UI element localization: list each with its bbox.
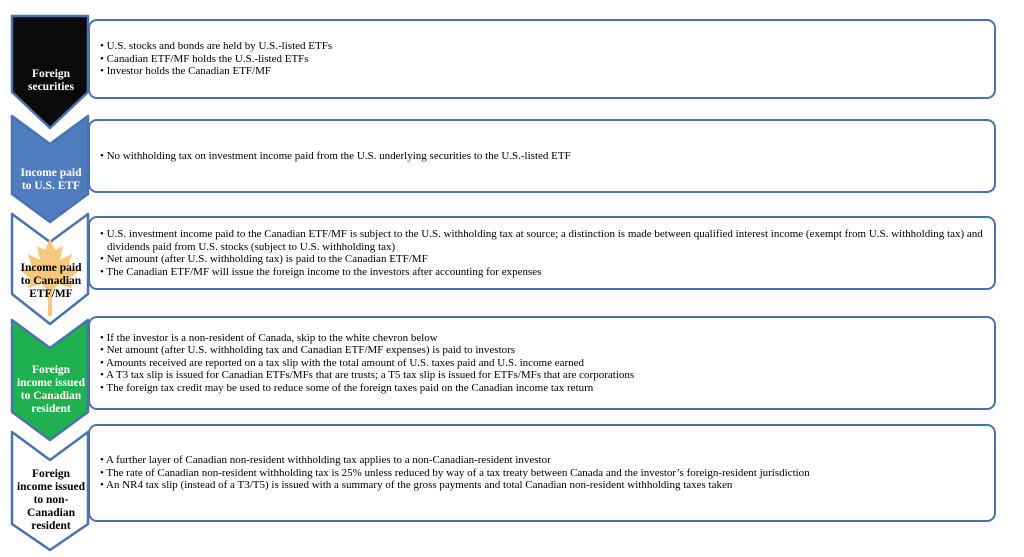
bullet-item: • If the investor is a non-resident of Canada, skip to the white chevron below [100, 332, 634, 345]
bullet-list [100, 454, 810, 492]
chevron [8, 318, 92, 444]
bullet-item: • Canadian ETF/MF holds the U.S.-listed ETFs [100, 53, 332, 66]
bullet-item: • The foreign tax credit may be used to reduce some of the foreign taxes paid on the Canadian income tax return [100, 382, 634, 395]
bullet-list [100, 228, 984, 278]
detail-box [88, 316, 996, 410]
bullet-item: • Amounts received are reported on a tax slip with the total amount of U.S. taxes paid and U.S. income earned [100, 357, 634, 370]
bullet-item: • Investor holds the Canadian ETF/MF [100, 65, 332, 78]
bullet-list [100, 40, 332, 78]
bullet-item: • Net amount (after U.S. withholding tax and Canadian ETF/MF expenses) is paid to investors [100, 344, 634, 357]
bullet-item: • An NR4 tax slip (instead of a T3/T5) is issued with a summary of the gross payments and total Canadian non-resident withholding taxes taken [100, 479, 810, 492]
detail-box [88, 216, 996, 290]
chevron-label: Income paid to Canadian ETF/MF [20, 261, 82, 300]
bullet-item: • The rate of Canadian non-resident withholding tax is 25% unless reduced by way of a tax treaty between Canada and the investor’s foreign-resident jurisdiction [100, 467, 810, 480]
flow-step-income-paid-to-us-etf [0, 114, 1024, 226]
chevron-label: Income paid to U.S. ETF [20, 167, 82, 192]
chevron [8, 114, 92, 226]
flow-step-income-paid-to-canadian-etf-mf [0, 212, 1024, 328]
bullet-item: • A further layer of Canadian non-resident withholding tax applies to a non-Canadian-resident investor [100, 454, 810, 467]
bullet-item: • A T3 tax slip is issued for Canadian ETFs/MFs that are trusts; a T5 tax slip is issued for ETFs/MFs that are corporations [100, 369, 634, 382]
bullet-item: • No withholding tax on investment income paid from the U.S. underlying securities to the U.S.-listed ETF [100, 150, 571, 163]
bullet-item: • U.S. investment income paid to the Canadian ETF/MF is subject to the U.S. withholding tax at source; a distinction is made between qualified interest income (exempt from U.S. withholding tax) and dividends paid from U.S. stocks (subject to U.S. withholding tax) [100, 228, 984, 253]
chevron-label: Foreign income issued to non-Canadian resident [16, 467, 86, 532]
bullet-list [100, 150, 571, 163]
flow-step-foreign-income-non-canadian-resident [0, 430, 1024, 554]
bullet-item: • U.S. stocks and bonds are held by U.S.-listed ETFs [100, 40, 332, 53]
detail-box [88, 424, 996, 522]
chevron [8, 430, 92, 554]
bullet-list [100, 332, 634, 395]
chevron-label: Foreign securities [28, 68, 74, 93]
bullet-item: • The Canadian ETF/MF will issue the foreign income to the investors after accounting for expenses [100, 266, 984, 279]
chevron-label: Foreign income issued to Canadian resident [16, 364, 86, 415]
detail-box [88, 19, 996, 99]
bullet-item: • Net amount (after U.S. withholding tax) is paid to the Canadian ETF/MF [100, 253, 984, 266]
detail-box [88, 119, 996, 193]
chevron [8, 212, 92, 328]
